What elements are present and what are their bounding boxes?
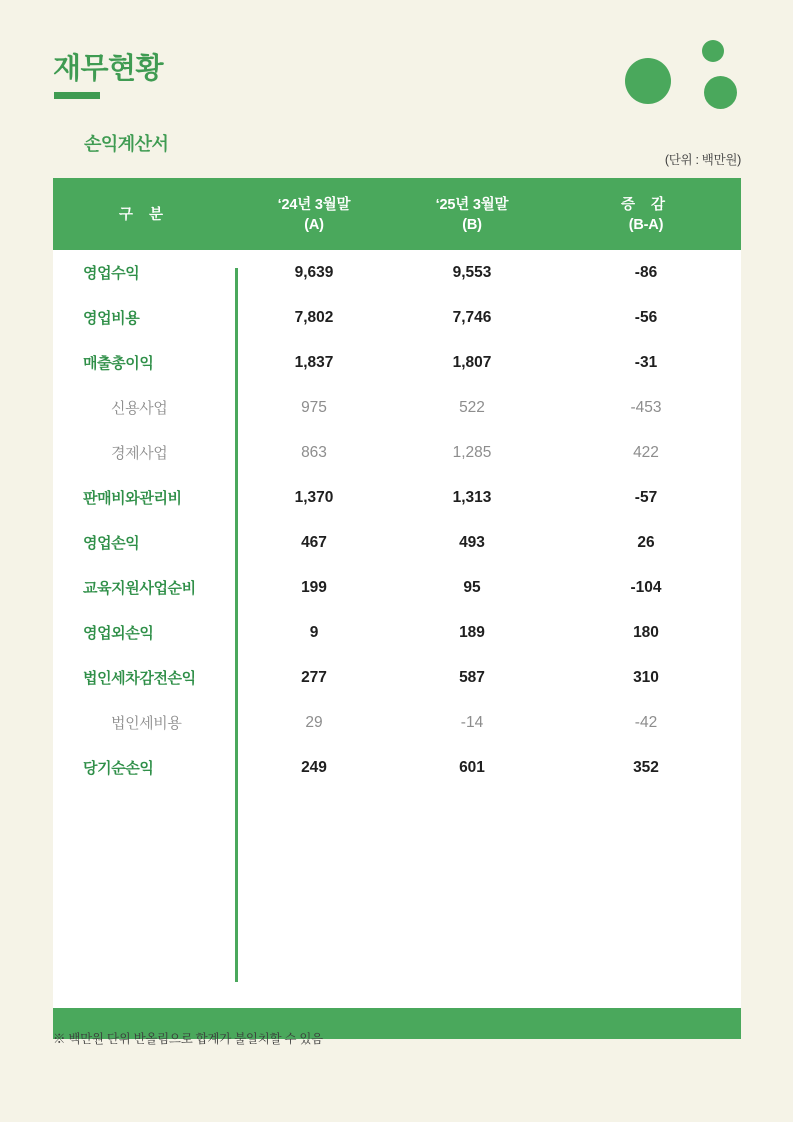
row-value-d: 26	[551, 520, 741, 565]
column-header-period-b-line2: (B)	[462, 216, 482, 233]
table-empty-space	[53, 790, 741, 1008]
row-value-b: 95	[393, 565, 551, 610]
table-row	[53, 430, 741, 475]
table-header-row	[53, 182, 741, 250]
column-header-change-line2: (B-A)	[628, 216, 664, 233]
unit-note: (단위 : 백만원)	[664, 153, 741, 167]
table-row	[53, 610, 741, 655]
column-header-change-line1: 증 감	[620, 197, 672, 213]
table-header	[53, 182, 741, 250]
row-value-b: 1,807	[393, 340, 551, 385]
row-value-b: 1,313	[393, 475, 551, 520]
column-header-category	[53, 182, 235, 250]
row-label: 영업비용	[53, 295, 235, 340]
column-header-category-line1: 구 분	[118, 206, 170, 223]
circle-icon-small	[702, 40, 724, 62]
row-value-a: 249	[235, 745, 393, 790]
income-statement-table-wrap	[53, 178, 741, 1039]
row-value-a: 277	[235, 655, 393, 700]
row-value-a: 1,370	[235, 475, 393, 520]
row-label: 영업외손익	[53, 610, 235, 655]
row-value-a: 863	[235, 430, 393, 475]
row-value-a: 199	[235, 565, 393, 610]
footnote: ※ 백만원 단위 반올림으로 합계가 불일치할 수 있음	[53, 1032, 323, 1046]
row-value-b: 1,285	[393, 430, 551, 475]
row-value-a: 7,802	[235, 295, 393, 340]
column-header-period-a-line1: ‘24년 3월말	[277, 197, 351, 213]
column-header-period-b	[393, 182, 551, 250]
table-body	[53, 250, 741, 790]
row-value-a: 975	[235, 385, 393, 430]
row-value-d: 352	[551, 745, 741, 790]
page-title: 재무현황	[53, 53, 164, 85]
row-value-d: 310	[551, 655, 741, 700]
column-header-period-b-line1: ‘25년 3월말	[435, 197, 509, 213]
income-statement-table	[53, 182, 741, 790]
row-value-d: -57	[551, 475, 741, 520]
row-value-d: -56	[551, 295, 741, 340]
row-value-b: 587	[393, 655, 551, 700]
column-header-period-a-line2: (A)	[304, 216, 324, 233]
row-value-b: 9,553	[393, 250, 551, 295]
row-value-a: 467	[235, 520, 393, 565]
row-value-b: 189	[393, 610, 551, 655]
row-label: 영업수익	[53, 250, 235, 295]
row-value-a: 9	[235, 610, 393, 655]
table-row	[53, 520, 741, 565]
row-value-b: 601	[393, 745, 551, 790]
row-label: 경제사업	[53, 430, 235, 475]
table-row	[53, 745, 741, 790]
table-row	[53, 295, 741, 340]
circle-icon-large	[625, 58, 671, 104]
row-label: 법인세비용	[53, 700, 235, 745]
row-value-d: -31	[551, 340, 741, 385]
row-value-b: -14	[393, 700, 551, 745]
row-label: 교육지원사업순비	[53, 565, 235, 610]
row-value-d: -453	[551, 385, 741, 430]
decorative-dots	[625, 40, 745, 110]
table-row	[53, 340, 741, 385]
row-value-d: 422	[551, 430, 741, 475]
table-row	[53, 385, 741, 430]
row-value-d: -42	[551, 700, 741, 745]
title-underline	[54, 92, 100, 99]
table-row	[53, 475, 741, 520]
table-row	[53, 655, 741, 700]
row-value-b: 522	[393, 385, 551, 430]
column-header-change	[551, 182, 741, 250]
row-value-a: 1,837	[235, 340, 393, 385]
table-row	[53, 250, 741, 295]
row-value-d: 180	[551, 610, 741, 655]
row-value-a: 29	[235, 700, 393, 745]
row-value-d: -86	[551, 250, 741, 295]
row-label: 매출총이익	[53, 340, 235, 385]
circle-icon-medium	[704, 76, 737, 109]
table-row	[53, 565, 741, 610]
row-value-b: 7,746	[393, 295, 551, 340]
row-label: 영업손익	[53, 520, 235, 565]
row-value-b: 493	[393, 520, 551, 565]
table-row	[53, 700, 741, 745]
row-value-d: -104	[551, 565, 741, 610]
row-label: 법인세차감전손익	[53, 655, 235, 700]
column-header-period-a	[235, 182, 393, 250]
row-value-a: 9,639	[235, 250, 393, 295]
table-column-divider	[235, 268, 238, 982]
section-title: 손익계산서	[84, 134, 169, 154]
row-label: 신용사업	[53, 385, 235, 430]
row-label: 판매비와관리비	[53, 475, 235, 520]
row-label: 당기순손익	[53, 745, 235, 790]
